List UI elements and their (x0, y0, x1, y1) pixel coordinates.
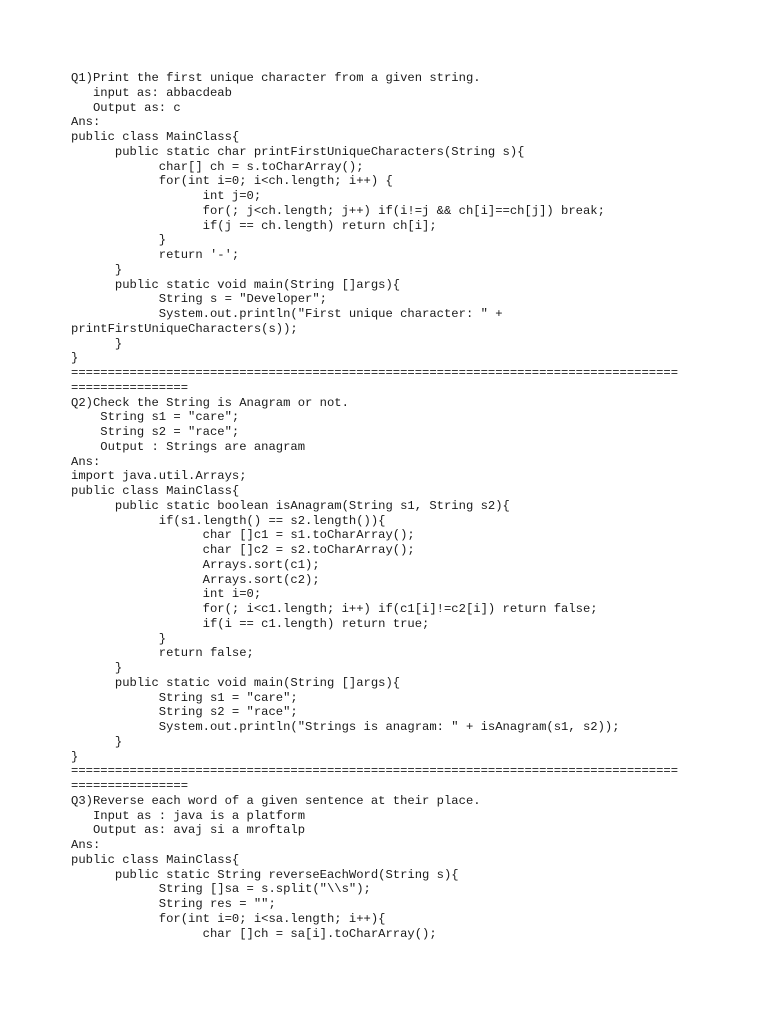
text-line: System.out.println("First unique character: " + (71, 307, 503, 321)
text-line: Q2)Check the String is Anagram or not. (71, 395, 349, 410)
separator-line: ================ (71, 380, 189, 395)
text-line: Ans: (71, 115, 101, 130)
text-line: Input as : java is a platform (71, 808, 306, 823)
text-line: Q3)Reverse each word of a given sentence at their place. (71, 793, 481, 808)
text-line: if(i == c1.length) return true; (71, 616, 430, 631)
text-line: public class MainClass{ (71, 130, 240, 144)
text-line: for(; i<c1.length; i++) if(c1[i]!=c2[i]) return false; (71, 602, 598, 616)
text-line: } (71, 749, 79, 764)
text-line: int i=0; (71, 587, 262, 602)
text-line: return false; (71, 646, 254, 661)
text-line: char[] ch = s.toCharArray(); (71, 159, 364, 174)
text-line: Output as: c (71, 100, 181, 115)
text-line: Output as: avaj si a mroftalp (71, 823, 306, 838)
text-line: char []ch = sa[i].toCharArray(); (71, 926, 437, 941)
text-line: public static boolean isAnagram(String s1, String s2){ (71, 498, 510, 513)
text-line: } (71, 631, 167, 646)
text-line: Ans: (71, 454, 101, 469)
text-line: int j=0; (71, 189, 262, 203)
text-line: import java.util.Arrays; (71, 469, 247, 484)
text-line: } (71, 661, 123, 675)
text-line: String []sa = s.split("\\s"); (71, 882, 371, 897)
text-line: Arrays.sort(c1); (71, 557, 320, 572)
text-line: public class MainClass{ (71, 484, 240, 498)
text-line: } (71, 351, 79, 366)
text-line: } (71, 233, 167, 248)
text-line: } (71, 734, 123, 749)
text-line: char []c2 = s2.toCharArray(); (71, 543, 415, 557)
text-line: if(j == ch.length) return ch[i]; (71, 218, 437, 233)
separator-line: =================================================================================== (71, 366, 679, 380)
text-line: Ans: (71, 838, 101, 852)
text-line: Output : Strings are anagram (71, 439, 306, 454)
text-line: System.out.println("Strings is anagram: " + isAnagram(s1, s2)); (71, 720, 620, 734)
text-line: String s = "Developer"; (71, 292, 327, 307)
text-line: public static char printFirstUniqueCharacters(String s){ (71, 144, 525, 159)
text-line: public static void main(String []args){ (71, 675, 401, 690)
text-line: public static String reverseEachWord(String s){ (71, 867, 459, 882)
text-line: input as: abbacdeab (71, 85, 232, 100)
text-line: for(int i=0; i<ch.length; i++) { (71, 174, 393, 189)
text-line: for(; j<ch.length; j++) if(i!=j && ch[i]==ch[j]) break; (71, 203, 605, 218)
text-line: Q1)Print the first unique character from a given string. (71, 71, 481, 85)
text-line: char []c1 = s1.toCharArray(); (71, 528, 415, 543)
text-line: String s1 = "care"; (71, 410, 240, 425)
code-text-block (71, 71, 711, 941)
text-line: public class MainClass{ (71, 852, 240, 867)
text-line: String s2 = "race"; (71, 705, 298, 720)
text-line: String s2 = "race"; (71, 425, 240, 439)
text-line: printFirstUniqueCharacters(s)); (71, 321, 298, 336)
text-line: public static void main(String []args){ (71, 277, 401, 292)
text-line: } (71, 336, 123, 351)
text-line: if(s1.length() == s2.length()){ (71, 513, 386, 528)
text-line: String s1 = "care"; (71, 690, 298, 705)
separator-line: ================ (71, 779, 189, 793)
separator-line: =================================================================================== (71, 764, 679, 779)
text-line: } (71, 262, 123, 277)
text-line: Arrays.sort(c2); (71, 572, 320, 587)
text-line: String res = ""; (71, 897, 276, 911)
text-line: return '-'; (71, 248, 240, 262)
text-line: for(int i=0; i<sa.length; i++){ (71, 911, 386, 926)
